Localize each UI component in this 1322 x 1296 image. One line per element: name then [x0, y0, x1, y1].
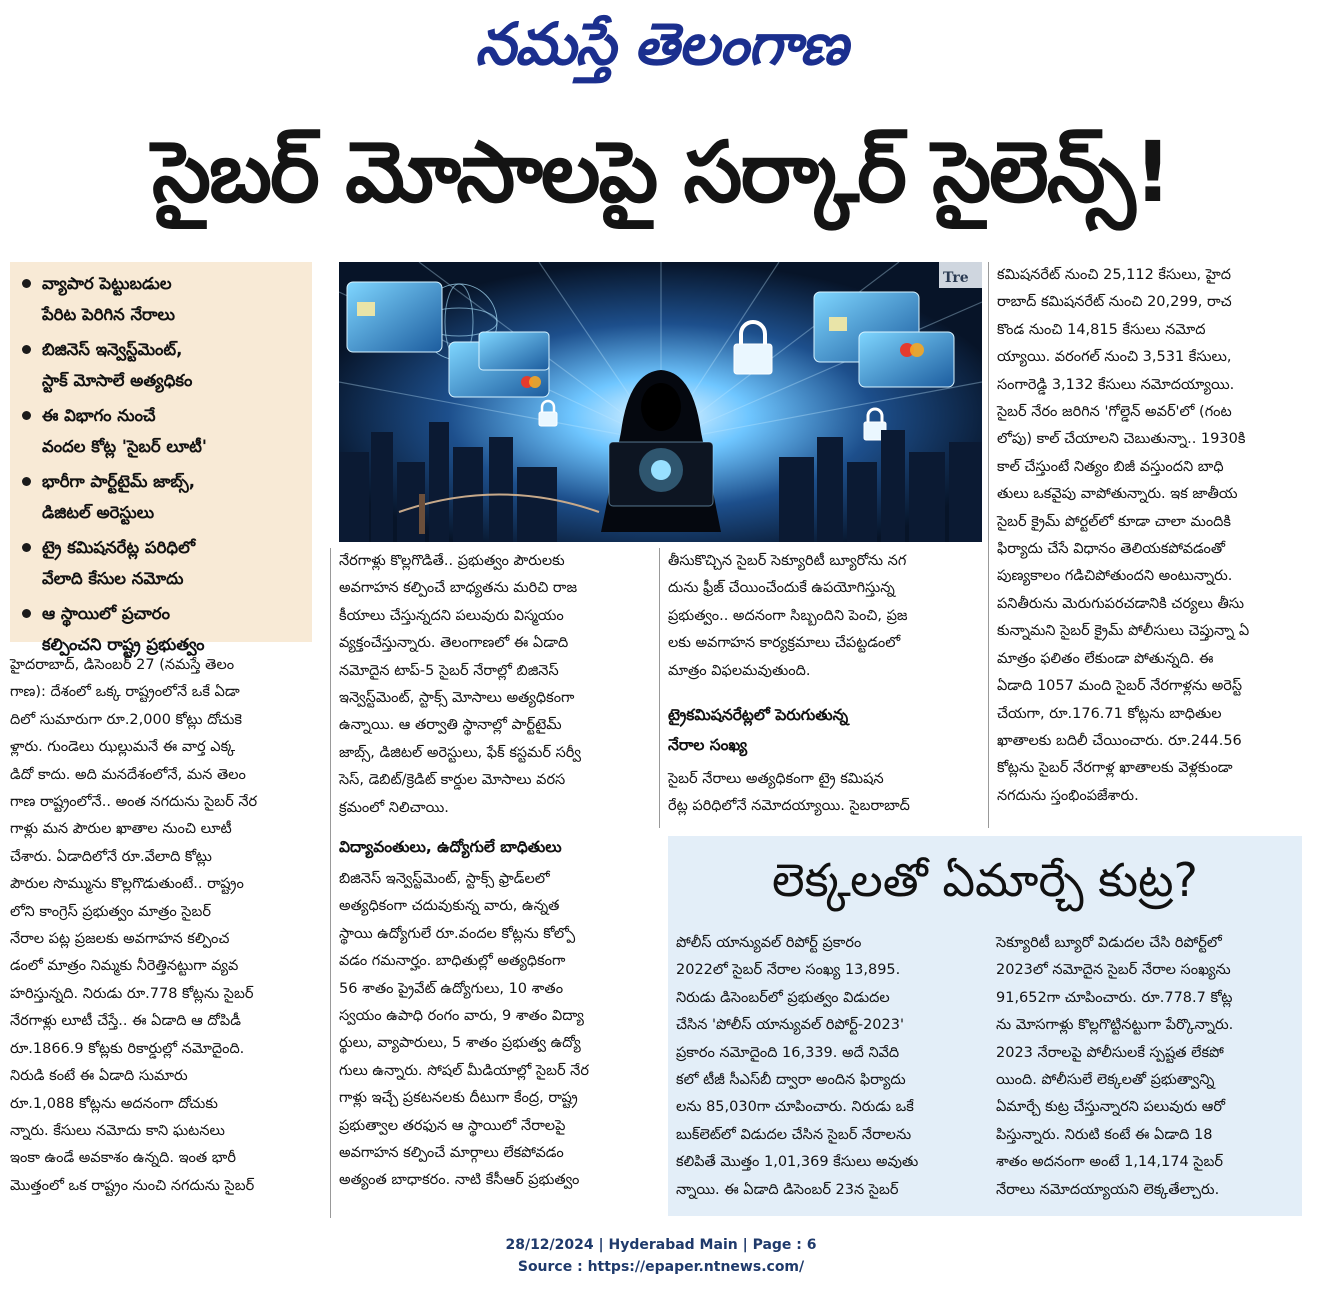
text-line: ళ్లారు. గుండెలు ఝల్లుమనే ఈ వార్త ఎక్క	[10, 739, 236, 756]
text-line: నమోదైన టాప్-5 సైబర్ నేరాల్లో బిజినెస్	[339, 662, 559, 679]
text-line: గాళ్లు మన పౌరుల ఖాతాల నుంచి లూటీ	[10, 821, 232, 838]
text-line: డిదో కాదు. అది మనదేశంలోనే, మన తెలం	[10, 766, 246, 783]
text-line: కీయాలు చేస్తున్నదని పలువురు విస్మయం	[339, 607, 564, 624]
sidebar-box-column-2	[996, 930, 1290, 1204]
subheading-tri-commissionerates	[668, 700, 972, 760]
text-line: న్నాయి. ఈ ఏడాది డిసెంబర్ 23న సైబర్	[676, 1181, 899, 1198]
column-rule	[659, 548, 660, 828]
text-line: నిరుడు డిసెంబర్‌లో ప్రభుత్వం విడుదల	[676, 989, 890, 1006]
text-line: చేశారు. ఏడాదిలోనే రూ.వేలాది కోట్లు	[10, 848, 212, 865]
text-line: గాణ రాష్ట్రంలోనే.. అంత నగదును సైబర్ నేర	[10, 794, 258, 811]
text-line: సైబర్ క్రైమ్ పోర్టల్‌లో కూడా చాలా మందికి	[997, 513, 1231, 530]
text-line: అవగాహన కల్పించే బాధ్యతను మరిచి రాజ	[339, 580, 578, 597]
text-line: కమిషనరేట్ నుంచి 25,112 కేసులు, హైద	[997, 267, 1231, 283]
text-line: వ్యక్తంచేస్తున్నారు. తెలంగాణలో ఈ ఏడాది	[339, 635, 569, 652]
text-line: 56 శాతం ప్రైవేట్ ఉద్యోగులు, 10 శాతం	[339, 980, 564, 997]
text-line: క్రమంలో నిలిచాయి.	[339, 799, 449, 816]
text-line: కోట్లను సైబర్ నేరగాళ్ల ఖాతాలకు వెళ్లకుండా	[997, 760, 1233, 777]
hacker-illustration	[339, 262, 982, 542]
text-line: ఏడాది 1057 మంది సైబర్ నేరగాళ్లను అరెస్ట్	[997, 678, 1243, 695]
highlight-line: వందల కోట్ల 'సైబర్ లూటీ'	[42, 437, 207, 456]
text-line: ఖాతాలకు బదిలీ చేయించారు. రూ.244.56	[997, 732, 1242, 749]
text-line: కలో టీజీ సీఎస్‌బీ ద్వారా అందిన ఫిర్యాదు	[676, 1072, 906, 1089]
text-line: హరిస్తున్నది. నిరుడు రూ.778 కోట్లను సైబర్	[10, 985, 254, 1002]
text-line: ప్రకారం నమోదైంది 16,339. అదే నివేది	[676, 1044, 900, 1061]
text-line: గులు ఉన్నారు. సోషల్ మీడియాల్లో సైబర్ నేర	[339, 1062, 589, 1079]
article-column-3	[668, 548, 972, 685]
text-line: దిలో సుమారుగా రూ.2,000 కోట్లు దోచుకె	[10, 711, 242, 728]
text-line: గాళ్లు ఇచ్చే ప్రకటనలకు దీటుగా కేంద్ర, రాష్ట్ర	[339, 1090, 578, 1107]
text-line: పోలీస్ యాన్యువల్ రిపోర్ట్ ప్రకారం	[676, 935, 862, 951]
text-line: బిజినెస్ ఇన్వెస్ట్‌మెంట్, స్టాక్స్ ఫ్రాడ్‌లలో	[339, 871, 550, 887]
highlight-line: స్టాక్ మోసాలే అత్యధికం	[42, 371, 193, 390]
text-line: లోని కాంగ్రెస్ ప్రభుత్వం మాత్రం సైబర్	[10, 903, 211, 920]
highlight-item	[14, 532, 306, 594]
text-line: ప్రభుత్వాల తరఫున ఆ స్థాయిలో నేరాలపై	[339, 1117, 566, 1134]
article-column-4	[997, 262, 1301, 810]
text-line: చేయగా, రూ.176.71 కోట్లను బాధితుల	[997, 705, 1222, 722]
article-column-3-continued	[668, 766, 972, 821]
highlight-item	[14, 598, 306, 660]
highlight-line: వేలాది కేసుల నమోదు	[42, 569, 184, 588]
highlight-line: ఆ స్థాయిలో ప్రచారం	[42, 604, 170, 623]
text-line: అత్యధికంగా చదువుకున్న వారు, ఉన్నత	[339, 898, 560, 915]
text-line: కలిపితే మొత్తం 1,01,369 కేసులు అవుతు	[676, 1154, 919, 1171]
text-line: యింది. పోలీసులే లెక్కలతో ప్రభుత్వాన్ని	[996, 1072, 1215, 1089]
text-line: తీసుకొచ్చిన సైబర్ సెక్యూరిటీ బ్యూరోను నగ	[668, 553, 907, 569]
text-line: ఇన్వెస్ట్‌మెంట్, స్టాక్స్ మోసాలు అత్యధికంగా	[339, 690, 575, 707]
text-line: నేరాల పట్ల ప్రజలకు అవగాహన కల్పించ	[10, 931, 230, 948]
text-line: 2023 నేరాలపై పోలీసులకే స్పష్టత లేకపో	[996, 1044, 1224, 1061]
text-line: నేరాల సంఖ్య	[668, 736, 748, 754]
text-line: రేట్ల పరిధిలోనే నమోదయ్యాయి. సైబరాబాద్	[668, 798, 910, 815]
text-line: పుణ్యకాలం గడిచిపోతుందని అంటున్నారు.	[997, 568, 1233, 585]
newspaper-logo: నమస్తే తెలంగాణ	[475, 10, 847, 78]
highlight-item	[14, 466, 306, 528]
highlight-item	[14, 334, 306, 396]
highlight-line: కల్పించని రాష్ట్ర ప్రభుత్వం	[42, 635, 205, 654]
text-line: య్యాయి. వరంగల్ నుంచి 3,531 కేసులు,	[997, 349, 1232, 366]
column-rule	[330, 548, 331, 1218]
text-line: రూ.1866.9 కోట్లకు రికార్డుల్లో నమోదైంది.	[10, 1040, 245, 1057]
article-photo	[339, 262, 982, 542]
text-line: ట్రైకమిషనరేట్లలో పెరుగుతున్న	[668, 706, 849, 724]
page-footer	[0, 1234, 1322, 1278]
text-line: స్థాయి ఉద్యోగులే రూ.వందల కోట్లను కోల్పో	[339, 925, 576, 942]
highlight-line: పేరిట పెరిగిన నేరాలు	[42, 305, 175, 324]
text-line: హైదరాబాద్, డిసెంబర్ 27 (నమస్తే తెలం	[10, 657, 235, 673]
text-line: మాత్రం ఫలితం లేకుండా పోతున్నది. ఈ	[997, 650, 1214, 667]
text-line: స్వయం ఉపాధి రంగం వారు, 9 శాతం విద్యా	[339, 1008, 584, 1025]
text-line: మాత్రం విఫలమవుతుంది.	[668, 662, 811, 679]
sidebar-box-column-1	[676, 930, 970, 1204]
highlight-line: డిజిటల్ అరెస్టులు	[42, 503, 155, 522]
text-line: న్నారు. కేసులు నమోదు కాని ఘటనలు	[10, 1122, 225, 1139]
text-line: ఏమార్చే కుట్ర చేస్తున్నారని పలువురు ఆరో	[996, 1099, 1225, 1116]
column-rule	[988, 262, 989, 828]
article-column-2-continued	[339, 866, 643, 1195]
text-line: నిరుడి కంటే ఈ ఏడాది సుమారు	[10, 1068, 188, 1085]
text-line: లోపు) కాల్ చేయాలని చెబుతున్నా.. 1930కి	[997, 431, 1246, 448]
text-line: 2022లో సైబర్ నేరాల సంఖ్య 13,895.	[676, 962, 901, 979]
text-line: ఫిర్యాదు చేసే విధానం తెలియకపోవడంతో	[997, 541, 1226, 558]
highlight-item	[14, 268, 306, 330]
text-line: పనితీరును మెరుగుపరచడానికి చర్యలు తీసు	[997, 595, 1245, 612]
text-line: నగదును స్తంభింపజేశారు.	[997, 787, 1139, 804]
text-line: సైబర్ నేరం జరిగిన 'గోల్డెన్ అవర్'లో (గంట	[997, 404, 1232, 421]
text-line: ర్థులు, వ్యాపారులు, 5 శాతం ప్రభుత్వ ఉద్యో	[339, 1035, 581, 1052]
highlight-line: భారీగా పార్ట్‌టైమ్ జాబ్స్,	[42, 472, 196, 491]
masthead	[0, 10, 1322, 93]
text-line: లకు అవగాహన కార్యక్రమాలు చేపట్టడంలో	[668, 635, 901, 652]
text-line: సంగారెడ్డి 3,132 కేసులు నమోదయ్యాయి.	[997, 376, 1235, 393]
headline: సైబర్ మోసాలపై సర్కార్ సైలెన్స్!	[152, 123, 1170, 221]
edition-info: 28/12/2024 | Hyderabad Main | Page : 6	[505, 1237, 817, 1253]
text-line: గాణ): దేశంలో ఒక్క రాష్ట్రంలోనే ఒకే ఏడా	[10, 684, 240, 701]
text-line: నేరాలు నమోదయ్యాయని లెక్కతేల్చారు.	[996, 1181, 1220, 1198]
text-line: కాల్ చేస్తుంటే నిత్యం బిజీ వస్తుందని బాధి	[997, 458, 1224, 475]
text-line: మొత్తంలో ఒక రాష్ట్రం నుంచి నగదును సైబర్	[10, 1177, 255, 1194]
sidebar-box-title: లెక్కలతో ఏమార్చే కుట్ర?	[772, 853, 1198, 907]
text-line: కున్నామని సైబర్ క్రైమ్ పోలీసులు చెప్తున్నా ఏ	[997, 623, 1250, 640]
highlight-line: బిజినెస్ ఇన్వెస్ట్‌మెంట్,	[42, 340, 183, 359]
highlight-line: వ్యాపార పెట్టుబడుల	[42, 274, 172, 293]
text-line: కొండ నుంచి 14,815 కేసులు నమోద	[997, 321, 1206, 338]
text-line: 91,652గా చూపించారు. రూ.778.7 కోట్ల	[996, 989, 1233, 1006]
text-line: సెస్, డెబిట్/క్రెడిట్ కార్డుల మోసాలు వరస	[339, 772, 566, 789]
text-line: బుక్‌లెట్‌లో విడుదల చేసిన సైబర్ నేరాలను	[676, 1126, 912, 1143]
subheading-victims: విద్యావంతులు, ఉద్యోగులే బాధితులు	[339, 838, 562, 856]
text-line: లను 85,030గా చూపించారు. నిరుడు ఒకే	[676, 1099, 914, 1116]
highlights-list	[14, 268, 306, 660]
text-line: ను మోసగాళ్లు కొల్లగొట్టినట్టుగా పేర్కొన్నారు.	[996, 1017, 1234, 1034]
text-line: అవగాహన కల్పించే మార్గాలు లేకపోవడం	[339, 1145, 564, 1162]
text-line: రాబాద్ కమిషనరేట్ నుంచి 20,299, రాచ	[997, 294, 1232, 311]
source-link: Source : https://epaper.ntnews.com/	[517, 1259, 805, 1275]
text-line: 2023లో నమోదైన సైబర్ నేరాల సంఖ్యను	[996, 962, 1231, 979]
text-line: ప్రభుత్వం.. అదనంగా సిబ్బందిని పెంచి, ప్రజ	[668, 607, 908, 624]
article-column-2	[339, 548, 643, 822]
text-line: వడం గమనార్హం. బాధితుల్లో అత్యధికంగా	[339, 953, 566, 970]
text-line: శాతం అదనంగా అంటే 1,14,174 సైబర్	[996, 1154, 1223, 1171]
highlight-line: ఈ విభాగం నుంచే	[42, 406, 156, 425]
highlight-item	[14, 400, 306, 462]
text-line: చేసిన 'పోలీస్ యాన్యువల్ రిపోర్ట్-2023'	[676, 1017, 904, 1034]
article-column-1	[10, 652, 313, 1200]
text-line: పౌరుల సొమ్మును కొల్లగొడుతుంటే.. రాష్ట్రం	[10, 876, 244, 893]
text-line: జాబ్స్, డిజిటల్ అరెస్టులు, ఫేక్ కస్టమర్ సర్వీ	[339, 744, 582, 761]
highlight-line: ట్రై కమిషనరేట్ల పరిధిలో	[42, 538, 196, 557]
text-line: ఇంకా ఉండే అవకాశం ఉన్నది. ఇంత భారీ	[10, 1150, 236, 1167]
text-line: నేరగాళ్లు కొల్లగొడితే.. ప్రభుత్వం పౌరులకు	[339, 553, 565, 569]
text-line: దును ఫ్రీజ్ చేయించేందుకే ఉపయోగిస్తున్న	[668, 580, 895, 597]
text-line: తులు ఒకవైపు వాపోతున్నారు. ఇక జాతీయ	[997, 486, 1238, 503]
text-line: రూ.1,088 కోట్లను అదనంగా దోచుకు	[10, 1095, 218, 1112]
text-line: అత్యంత బాధాకరం. నాటి కేసీఆర్ ప్రభుత్వం	[339, 1172, 580, 1189]
text-line: సెక్యూరిటీ బ్యూరో విడుదల చేసి రిపోర్ట్‌లో	[996, 935, 1222, 951]
highlights-box	[10, 262, 312, 654]
text-line: నేరగాళ్లు లూటీ చేస్తే.. ఈ ఏడాది ఆ దోపిడీ	[10, 1013, 241, 1030]
text-line: సైబర్ నేరాలు అత్యధికంగా ట్రై కమిషన	[668, 771, 884, 787]
text-line: పిస్తున్నారు. నిరుటి కంటే ఈ ఏడాది 18	[996, 1126, 1213, 1143]
text-line: ఉన్నాయి. ఆ తర్వాతి స్థానాల్లో పార్ట్‌టైమ్	[339, 717, 562, 734]
photo-watermark: Tre	[943, 270, 969, 286]
text-line: డంలో మాత్రం నిమ్మకు నీరెత్తినట్టుగా వ్యవ	[10, 958, 239, 975]
